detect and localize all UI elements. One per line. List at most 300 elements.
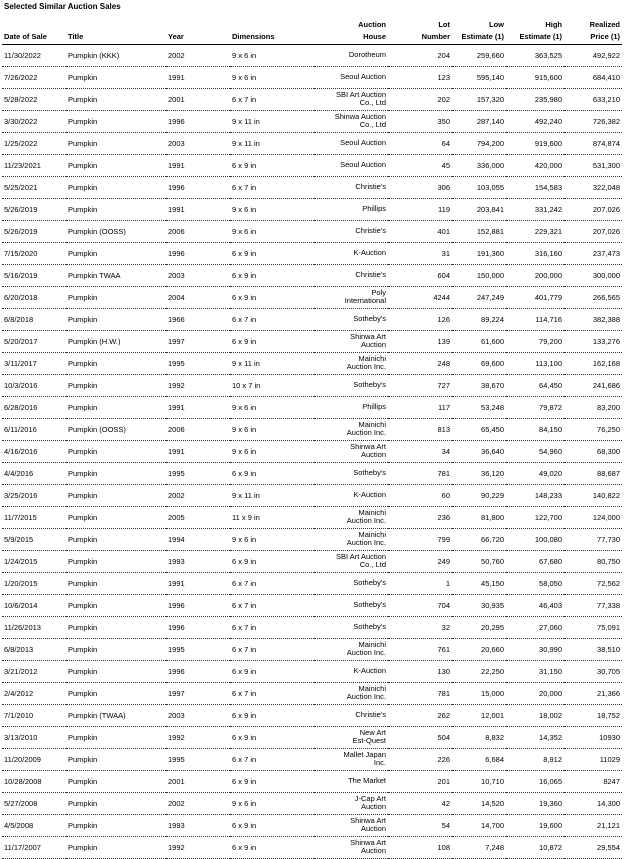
cell-high-estimate: 420,000 bbox=[506, 154, 564, 176]
auction-house-line: Mainichi bbox=[358, 420, 386, 429]
cell-year: 2003 bbox=[166, 132, 230, 154]
cell-realized-price: 77,730 bbox=[564, 528, 622, 550]
cell-title: Pumpkin bbox=[66, 484, 166, 506]
cell-title: Pumpkin bbox=[66, 132, 166, 154]
cell-title: Pumpkin bbox=[66, 616, 166, 638]
cell-year: 1995 bbox=[166, 352, 230, 374]
cell-low-estimate: 157,320 bbox=[452, 88, 506, 110]
cell-auction-house bbox=[314, 638, 388, 660]
table-row bbox=[2, 748, 622, 770]
auction-house-line: Mainichi bbox=[358, 508, 386, 517]
cell-lot-number: 54 bbox=[388, 814, 452, 836]
cell-low-estimate: 30,935 bbox=[452, 594, 506, 616]
cell-date: 3/11/2017 bbox=[2, 352, 66, 374]
cell-date: 5/9/2015 bbox=[2, 528, 66, 550]
cell-dimensions: 9 x 6 in bbox=[230, 418, 314, 440]
cell-lot-number: 727 bbox=[388, 374, 452, 396]
cell-dimensions: 6 x 9 in bbox=[230, 726, 314, 748]
cell-auction-house bbox=[314, 132, 388, 154]
cell-dimensions: 6 x 9 in bbox=[230, 660, 314, 682]
cell-date: 4/4/2016 bbox=[2, 462, 66, 484]
cell-low-estimate: 150,000 bbox=[452, 264, 506, 286]
cell-year: 1996 bbox=[166, 594, 230, 616]
auction-house-line: Co., Ltd bbox=[359, 120, 386, 129]
cell-lot-number: 604 bbox=[388, 264, 452, 286]
cell-lot-number: 401 bbox=[388, 220, 452, 242]
cell-low-estimate: 595,140 bbox=[452, 66, 506, 88]
cell-dimensions: 6 x 7 in bbox=[230, 594, 314, 616]
cell-title: Pumpkin bbox=[66, 352, 166, 374]
cell-dimensions: 9 x 11 in bbox=[230, 484, 314, 506]
cell-lot-number: 126 bbox=[388, 308, 452, 330]
cell-year: 2006 bbox=[166, 418, 230, 440]
cell-low-estimate: 15,000 bbox=[452, 682, 506, 704]
cell-dimensions: 6 x 7 in bbox=[230, 616, 314, 638]
cell-low-estimate: 36,120 bbox=[452, 462, 506, 484]
cell-realized-price: 874,874 bbox=[564, 132, 622, 154]
cell-year: 1992 bbox=[166, 374, 230, 396]
cell-low-estimate: 61,600 bbox=[452, 330, 506, 352]
cell-high-estimate: 10,872 bbox=[506, 836, 564, 858]
auction-house-line: Co., Ltd bbox=[359, 98, 386, 107]
cell-realized-price: 75,091 bbox=[564, 616, 622, 638]
cell-date: 3/13/2010 bbox=[2, 726, 66, 748]
cell-title: Pumpkin bbox=[66, 660, 166, 682]
cell-lot-number: 45 bbox=[388, 154, 452, 176]
cell-title: Pumpkin bbox=[66, 638, 166, 660]
cell-low-estimate: 12,001 bbox=[452, 704, 506, 726]
cell-high-estimate: 915,600 bbox=[506, 66, 564, 88]
table-row bbox=[2, 286, 622, 308]
cell-dimensions: 9 x 11 in bbox=[230, 352, 314, 374]
auction-house-line: Auction Inc. bbox=[346, 538, 386, 547]
cell-high-estimate: 54,960 bbox=[506, 440, 564, 462]
cell-lot-number: 249 bbox=[388, 550, 452, 572]
cell-dimensions: 6 x 9 in bbox=[230, 154, 314, 176]
cell-dimensions: 6 x 7 in bbox=[230, 308, 314, 330]
cell-lot-number: 781 bbox=[388, 682, 452, 704]
auction-house-line: Auction Inc. bbox=[346, 516, 386, 525]
cell-title: Pumpkin bbox=[66, 682, 166, 704]
cell-realized-price: 124,000 bbox=[564, 506, 622, 528]
cell-dimensions: 10 x 7 in bbox=[230, 374, 314, 396]
table-row bbox=[2, 264, 622, 286]
cell-dimensions: 6 x 9 in bbox=[230, 550, 314, 572]
auction-house-line: Shinwa Art bbox=[350, 332, 386, 341]
cell-dimensions: 9 x 11 in bbox=[230, 110, 314, 132]
cell-low-estimate: 69,600 bbox=[452, 352, 506, 374]
auction-house-line: K-Auction bbox=[353, 248, 386, 257]
cell-title: Pumpkin (KKK) bbox=[66, 44, 166, 66]
cell-high-estimate: 229,321 bbox=[506, 220, 564, 242]
cell-year: 2002 bbox=[166, 484, 230, 506]
cell-date: 1/25/2022 bbox=[2, 132, 66, 154]
cell-year: 2003 bbox=[166, 704, 230, 726]
cell-dimensions: 6 x 7 in bbox=[230, 176, 314, 198]
table-row bbox=[2, 418, 622, 440]
cell-date: 4/5/2008 bbox=[2, 814, 66, 836]
cell-lot-number: 34 bbox=[388, 440, 452, 462]
cell-date: 2/4/2012 bbox=[2, 682, 66, 704]
cell-title: Pumpkin bbox=[66, 154, 166, 176]
cell-high-estimate: 100,080 bbox=[506, 528, 564, 550]
cell-realized-price: 72,562 bbox=[564, 572, 622, 594]
cell-high-estimate: 14,352 bbox=[506, 726, 564, 748]
cell-date: 4/16/2016 bbox=[2, 440, 66, 462]
cell-lot-number: 32 bbox=[388, 616, 452, 638]
auction-house-line: Seoul Auction bbox=[340, 138, 386, 147]
table-row bbox=[2, 638, 622, 660]
cell-year: 1991 bbox=[166, 440, 230, 462]
auction-house-line: Auction Inc. bbox=[346, 692, 386, 701]
cell-title: Pumpkin bbox=[66, 594, 166, 616]
cell-lot-number: 248 bbox=[388, 352, 452, 374]
cell-year: 2003 bbox=[166, 264, 230, 286]
cell-auction-house bbox=[314, 792, 388, 814]
cell-auction-house bbox=[314, 550, 388, 572]
cell-title: Pumpkin bbox=[66, 572, 166, 594]
auction-house-line: Auction bbox=[360, 802, 386, 811]
cell-high-estimate: 8,912 bbox=[506, 748, 564, 770]
auction-house-line: Mainichi bbox=[358, 684, 386, 693]
cell-high-estimate: 18,002 bbox=[506, 704, 564, 726]
cell-date: 11/30/2022 bbox=[2, 44, 66, 66]
table-row bbox=[2, 550, 622, 572]
cell-high-estimate: 67,680 bbox=[506, 550, 564, 572]
auction-house-line: Phillips bbox=[362, 402, 386, 411]
cell-lot-number: 139 bbox=[388, 330, 452, 352]
cell-auction-house bbox=[314, 66, 388, 88]
cell-high-estimate: 363,525 bbox=[506, 44, 564, 66]
cell-year: 2002 bbox=[166, 792, 230, 814]
table-row bbox=[2, 594, 622, 616]
cell-auction-house bbox=[314, 726, 388, 748]
cell-year: 1997 bbox=[166, 330, 230, 352]
cell-low-estimate: 38,670 bbox=[452, 374, 506, 396]
cell-title: Pumpkin (OOSS) bbox=[66, 220, 166, 242]
cell-realized-price: 77,338 bbox=[564, 594, 622, 616]
auction-house-line: Auction Inc. bbox=[346, 428, 386, 437]
table-row bbox=[2, 660, 622, 682]
cell-dimensions: 6 x 9 in bbox=[230, 704, 314, 726]
cell-date: 6/8/2013 bbox=[2, 638, 66, 660]
cell-high-estimate: 58,050 bbox=[506, 572, 564, 594]
cell-auction-house bbox=[314, 616, 388, 638]
cell-year: 1996 bbox=[166, 660, 230, 682]
header-year: Year bbox=[166, 17, 230, 44]
cell-year: 2005 bbox=[166, 506, 230, 528]
cell-dimensions: 9 x 11 in bbox=[230, 132, 314, 154]
cell-realized-price: 726,382 bbox=[564, 110, 622, 132]
auction-house-line: Christie's bbox=[355, 270, 386, 279]
cell-realized-price: 21,121 bbox=[564, 814, 622, 836]
cell-title: Pumpkin bbox=[66, 462, 166, 484]
auction-house-line: Auction bbox=[360, 824, 386, 833]
cell-year: 1997 bbox=[166, 682, 230, 704]
cell-low-estimate: 14,520 bbox=[452, 792, 506, 814]
cell-dimensions: 6 x 9 in bbox=[230, 814, 314, 836]
cell-lot-number: 226 bbox=[388, 748, 452, 770]
cell-title: Pumpkin bbox=[66, 110, 166, 132]
cell-low-estimate: 20,660 bbox=[452, 638, 506, 660]
cell-dimensions: 9 x 6 in bbox=[230, 396, 314, 418]
cell-year: 2004 bbox=[166, 286, 230, 308]
table-row bbox=[2, 110, 622, 132]
table-row bbox=[2, 242, 622, 264]
cell-lot-number: 108 bbox=[388, 836, 452, 858]
cell-realized-price: 207,026 bbox=[564, 198, 622, 220]
table-row bbox=[2, 726, 622, 748]
cell-dimensions: 6 x 9 in bbox=[230, 836, 314, 858]
cell-high-estimate: 492,240 bbox=[506, 110, 564, 132]
cell-date: 10/6/2014 bbox=[2, 594, 66, 616]
cell-lot-number: 42 bbox=[388, 792, 452, 814]
cell-title: Pumpkin bbox=[66, 770, 166, 792]
cell-realized-price: 83,200 bbox=[564, 396, 622, 418]
auction-house-line: Christie's bbox=[355, 710, 386, 719]
cell-year: 1991 bbox=[166, 198, 230, 220]
cell-high-estimate: 19,600 bbox=[506, 814, 564, 836]
cell-auction-house bbox=[314, 748, 388, 770]
cell-auction-house bbox=[314, 484, 388, 506]
table-row bbox=[2, 154, 622, 176]
cell-lot-number: 119 bbox=[388, 198, 452, 220]
table-row bbox=[2, 814, 622, 836]
cell-auction-house bbox=[314, 462, 388, 484]
cell-year: 1992 bbox=[166, 726, 230, 748]
cell-high-estimate: 31,150 bbox=[506, 660, 564, 682]
auction-house-line: International bbox=[344, 296, 386, 305]
table-row bbox=[2, 220, 622, 242]
cell-lot-number: 1 bbox=[388, 572, 452, 594]
cell-lot-number: 130 bbox=[388, 660, 452, 682]
table-row bbox=[2, 88, 622, 110]
cell-low-estimate: 247,249 bbox=[452, 286, 506, 308]
cell-date: 11/17/2007 bbox=[2, 836, 66, 858]
cell-dimensions: 6 x 9 in bbox=[230, 242, 314, 264]
cell-date: 6/28/2016 bbox=[2, 396, 66, 418]
cell-lot-number: 123 bbox=[388, 66, 452, 88]
cell-realized-price: 162,168 bbox=[564, 352, 622, 374]
cell-date: 5/26/2019 bbox=[2, 198, 66, 220]
table-row bbox=[2, 330, 622, 352]
cell-dimensions: 6 x 9 in bbox=[230, 770, 314, 792]
cell-year: 2006 bbox=[166, 220, 230, 242]
cell-auction-house bbox=[314, 264, 388, 286]
cell-auction-house bbox=[314, 176, 388, 198]
table-header-row bbox=[2, 17, 622, 44]
cell-lot-number: 704 bbox=[388, 594, 452, 616]
auction-house-line: Inc. bbox=[373, 758, 386, 767]
cell-lot-number: 202 bbox=[388, 88, 452, 110]
cell-year: 1995 bbox=[166, 748, 230, 770]
cell-title: Pumpkin bbox=[66, 528, 166, 550]
cell-lot-number: 761 bbox=[388, 638, 452, 660]
cell-high-estimate: 114,716 bbox=[506, 308, 564, 330]
cell-realized-price: 531,300 bbox=[564, 154, 622, 176]
cell-year: 1995 bbox=[166, 462, 230, 484]
cell-low-estimate: 6,684 bbox=[452, 748, 506, 770]
cell-auction-house bbox=[314, 660, 388, 682]
auction-house-line: Sotheby's bbox=[353, 314, 386, 323]
table-row bbox=[2, 528, 622, 550]
auction-house-line: Christie's bbox=[355, 226, 386, 235]
cell-high-estimate: 79,200 bbox=[506, 330, 564, 352]
cell-title: Pumpkin bbox=[66, 308, 166, 330]
table-row bbox=[2, 352, 622, 374]
auction-house-line: Poly bbox=[371, 288, 386, 297]
cell-dimensions: 9 x 6 in bbox=[230, 528, 314, 550]
cell-auction-house bbox=[314, 44, 388, 66]
table-row bbox=[2, 682, 622, 704]
cell-auction-house bbox=[314, 154, 388, 176]
cell-realized-price: 492,922 bbox=[564, 44, 622, 66]
table-row bbox=[2, 440, 622, 462]
auction-house-line: Est-Quest bbox=[352, 736, 386, 745]
cell-year: 1995 bbox=[166, 638, 230, 660]
cell-title: Pumpkin bbox=[66, 726, 166, 748]
cell-title: Pumpkin bbox=[66, 440, 166, 462]
cell-year: 1991 bbox=[166, 66, 230, 88]
cell-date: 6/8/2018 bbox=[2, 308, 66, 330]
cell-dimensions: 9 x 6 in bbox=[230, 440, 314, 462]
cell-realized-price: 207,026 bbox=[564, 220, 622, 242]
cell-lot-number: 350 bbox=[388, 110, 452, 132]
cell-title: Pumpkin (OOSS) bbox=[66, 418, 166, 440]
cell-date: 6/20/2018 bbox=[2, 286, 66, 308]
table-row bbox=[2, 66, 622, 88]
cell-dimensions: 11 x 9 in bbox=[230, 506, 314, 528]
auction-house-line: Sotheby's bbox=[353, 622, 386, 631]
header-auction-house: Auction House bbox=[314, 17, 388, 44]
cell-realized-price: 14,300 bbox=[564, 792, 622, 814]
table-row bbox=[2, 198, 622, 220]
auction-house-line: SBI Art Auction bbox=[335, 552, 386, 561]
auction-house-line: K-Auction bbox=[353, 490, 386, 499]
cell-auction-house bbox=[314, 242, 388, 264]
cell-auction-house bbox=[314, 220, 388, 242]
cell-high-estimate: 30,990 bbox=[506, 638, 564, 660]
auction-house-line: Mainichi bbox=[358, 354, 386, 363]
table-row bbox=[2, 132, 622, 154]
cell-title: Pumpkin bbox=[66, 396, 166, 418]
cell-auction-house bbox=[314, 286, 388, 308]
cell-date: 6/11/2016 bbox=[2, 418, 66, 440]
cell-high-estimate: 20,000 bbox=[506, 682, 564, 704]
cell-auction-house bbox=[314, 682, 388, 704]
cell-auction-house bbox=[314, 836, 388, 858]
table-row bbox=[2, 462, 622, 484]
table-row bbox=[2, 396, 622, 418]
cell-title: Pumpkin (TWAA) bbox=[66, 704, 166, 726]
auction-house-line: Christie's bbox=[355, 182, 386, 191]
cell-lot-number: 31 bbox=[388, 242, 452, 264]
auction-house-line: Sotheby's bbox=[353, 380, 386, 389]
cell-title: Pumpkin bbox=[66, 242, 166, 264]
cell-title: Pumpkin TWAA bbox=[66, 264, 166, 286]
cell-high-estimate: 316,160 bbox=[506, 242, 564, 264]
cell-date: 3/21/2012 bbox=[2, 660, 66, 682]
auction-house-line: Auction bbox=[360, 450, 386, 459]
cell-auction-house bbox=[314, 418, 388, 440]
header-low-estimate: Low Estimate (1) bbox=[452, 17, 506, 44]
cell-date: 11/20/2009 bbox=[2, 748, 66, 770]
cell-auction-house bbox=[314, 572, 388, 594]
auction-house-line: The Market bbox=[348, 776, 386, 785]
cell-low-estimate: 65,450 bbox=[452, 418, 506, 440]
cell-year: 2001 bbox=[166, 88, 230, 110]
cell-year: 2002 bbox=[166, 44, 230, 66]
cell-low-estimate: 36,640 bbox=[452, 440, 506, 462]
cell-realized-price: 18,752 bbox=[564, 704, 622, 726]
auction-house-line: Shinwa Art bbox=[350, 838, 386, 847]
cell-auction-house bbox=[314, 440, 388, 462]
cell-date: 11/26/2013 bbox=[2, 616, 66, 638]
cell-lot-number: 262 bbox=[388, 704, 452, 726]
header-dimensions: Dimensions bbox=[230, 17, 314, 44]
cell-dimensions: 6 x 7 in bbox=[230, 748, 314, 770]
cell-realized-price: 633,210 bbox=[564, 88, 622, 110]
cell-date: 11/23/2021 bbox=[2, 154, 66, 176]
cell-high-estimate: 79,872 bbox=[506, 396, 564, 418]
cell-title: Pumpkin bbox=[66, 286, 166, 308]
cell-title: Pumpkin bbox=[66, 198, 166, 220]
table-row bbox=[2, 616, 622, 638]
cell-high-estimate: 16,065 bbox=[506, 770, 564, 792]
cell-high-estimate: 401,779 bbox=[506, 286, 564, 308]
table-row bbox=[2, 506, 622, 528]
header-title: Title bbox=[66, 17, 166, 44]
cell-auction-house bbox=[314, 814, 388, 836]
cell-year: 1993 bbox=[166, 814, 230, 836]
cell-lot-number: 813 bbox=[388, 418, 452, 440]
cell-realized-price: 684,410 bbox=[564, 66, 622, 88]
header-realized-price: Realized Price (1) bbox=[564, 17, 622, 44]
cell-low-estimate: 287,140 bbox=[452, 110, 506, 132]
table-row bbox=[2, 836, 622, 858]
cell-auction-house bbox=[314, 770, 388, 792]
auction-house-line: Auction bbox=[360, 340, 386, 349]
cell-high-estimate: 919,600 bbox=[506, 132, 564, 154]
header-date: Date of Sale bbox=[2, 17, 66, 44]
auction-house-line: Auction bbox=[360, 846, 386, 855]
cell-date: 10/3/2016 bbox=[2, 374, 66, 396]
cell-realized-price: 140,822 bbox=[564, 484, 622, 506]
auction-house-line: Mallet Japan bbox=[343, 750, 386, 759]
cell-date: 1/20/2015 bbox=[2, 572, 66, 594]
auction-house-line: Shinwa Auction bbox=[334, 112, 386, 121]
cell-year: 1996 bbox=[166, 110, 230, 132]
cell-realized-price: 11029 bbox=[564, 748, 622, 770]
cell-year: 1994 bbox=[166, 528, 230, 550]
auction-house-line: Dorotheum bbox=[348, 50, 386, 59]
cell-date: 10/28/2008 bbox=[2, 770, 66, 792]
page-title: Selected Similar Auction Sales bbox=[4, 2, 121, 11]
cell-date: 5/25/2021 bbox=[2, 176, 66, 198]
cell-low-estimate: 20,295 bbox=[452, 616, 506, 638]
cell-date: 5/20/2017 bbox=[2, 330, 66, 352]
cell-lot-number: 117 bbox=[388, 396, 452, 418]
cell-low-estimate: 90,229 bbox=[452, 484, 506, 506]
auction-house-line: Auction Inc. bbox=[346, 362, 386, 371]
cell-date: 1/24/2015 bbox=[2, 550, 66, 572]
cell-low-estimate: 45,150 bbox=[452, 572, 506, 594]
cell-low-estimate: 259,660 bbox=[452, 44, 506, 66]
table-row bbox=[2, 572, 622, 594]
cell-low-estimate: 14,700 bbox=[452, 814, 506, 836]
header-high-estimate: High Estimate (1) bbox=[506, 17, 564, 44]
cell-realized-price: 38,510 bbox=[564, 638, 622, 660]
